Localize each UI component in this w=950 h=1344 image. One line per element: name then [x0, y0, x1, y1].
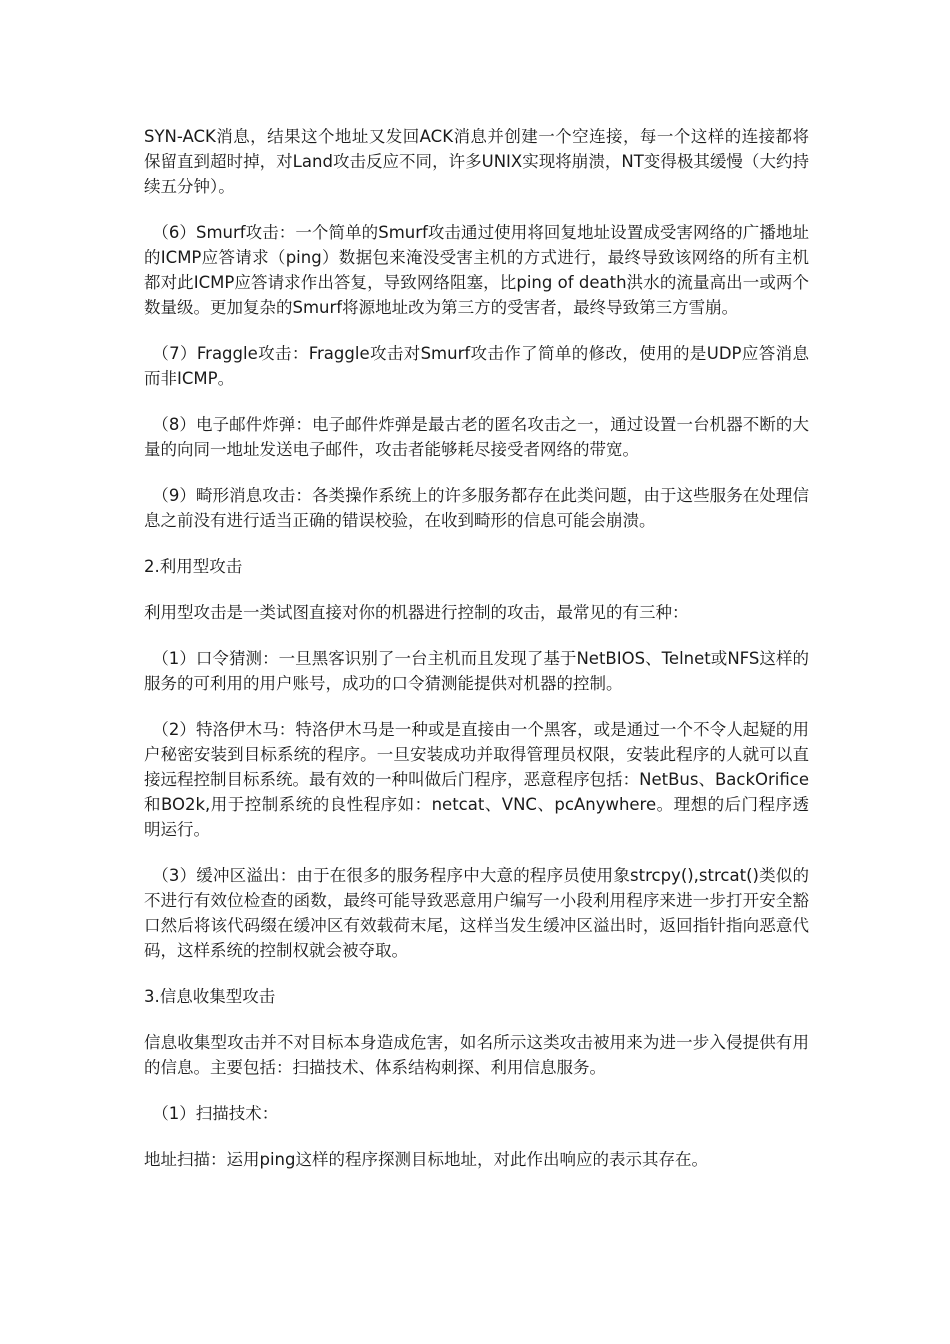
- paragraph-address-scan: 地址扫描：运用ping这样的程序探测目标地址，对此作出响应的表示其存在。: [144, 1150, 708, 1169]
- paragraph-password-guessing: （1）口令猜测：一旦黑客识别了一台主机而且发现了基于NetBIOS、Telnet或NFS这样的服务的可利用的用户账号，成功的口令猜测能提供对机器的控制。: [144, 649, 809, 693]
- document-page: [144, 124, 809, 1193]
- paragraph-exploit-intro: 利用型攻击是一类试图直接对你的机器进行控制的攻击，最常见的有三种：: [144, 603, 689, 622]
- paragraph-email-bomb: （8）电子邮件炸弹：电子邮件炸弹是最古老的匿名攻击之一，通过设置一台机器不断的大量的向同一地址发送电子邮件，攻击者能够耗尽接受者网络的带宽。: [144, 415, 809, 459]
- paragraph-trojan-horse: （2）特洛伊木马：特洛伊木马是一种或是直接由一个黑客，或是通过一个不令人起疑的用户秘密安装到目标系统的程序。一旦安装成功并取得管理员权限，安装此程序的人就可以直接远程控制目标系统。最有效的一种叫做后门程序，恶意程序包括：NetBus、BackOrifice和BO2k,用于控制系统的良性程序如：netcat、VNC、pcAnywhere。理想的后门程序透明运行。: [144, 720, 809, 839]
- paragraph-land-attack-continued: SYN-ACK消息，结果这个地址又发回ACK消息并创建一个空连接，每一个这样的连接都将保留直到超时掉，对Land攻击反应不同，许多UNIX实现将崩溃，NT变得极其缓慢（大约持续五分钟）。: [144, 127, 809, 196]
- paragraph-info-gathering-intro: 信息收集型攻击并不对目标本身造成危害，如名所示这类攻击被用来为进一步入侵提供有用的信息。主要包括：扫描技术、体系结构刺探、利用信息服务。: [144, 1033, 809, 1077]
- section-heading-info-gathering: 3.信息收集型攻击: [144, 987, 276, 1006]
- paragraph-buffer-overflow: （3）缓冲区溢出：由于在很多的服务程序中大意的程序员使用象strcpy(),strcat()类似的不进行有效位检查的函数，最终可能导致恶意用户编写一小段利用程序来进一步打开安全豁口然后将该代码缀在缓冲区有效载荷末尾，这样当发生缓冲区溢出时，返回指针指向恶意代码，这样系统的控制权就会被夺取。: [144, 866, 809, 960]
- paragraph-scanning-techniques: （1）扫描技术：: [152, 1104, 279, 1123]
- paragraph-fraggle-attack: （7）Fraggle攻击：Fraggle攻击对Smurf攻击作了简单的修改，使用的是UDP应答消息而非ICMP。: [144, 344, 809, 388]
- paragraph-malformed-message: （9）畸形消息攻击：各类操作系统上的许多服务都存在此类问题，由于这些服务在处理信息之前没有进行适当正确的错误校验，在收到畸形的信息可能会崩溃。: [144, 486, 809, 530]
- paragraph-smurf-attack: （6）Smurf攻击：一个简单的Smurf攻击通过使用将回复地址设置成受害网络的广播地址的ICMP应答请求（ping）数据包来淹没受害主机的方式进行，最终导致该网络的所有主机都对此ICMP应答请求作出答复，导致网络阻塞，比ping of death洪水的流量高出一或两个数量级。更加复杂的Smurf将源地址改为第三方的受害者，最终导致第三方雪崩。: [144, 223, 809, 317]
- section-heading-exploit-attacks: 2.利用型攻击: [144, 557, 243, 576]
